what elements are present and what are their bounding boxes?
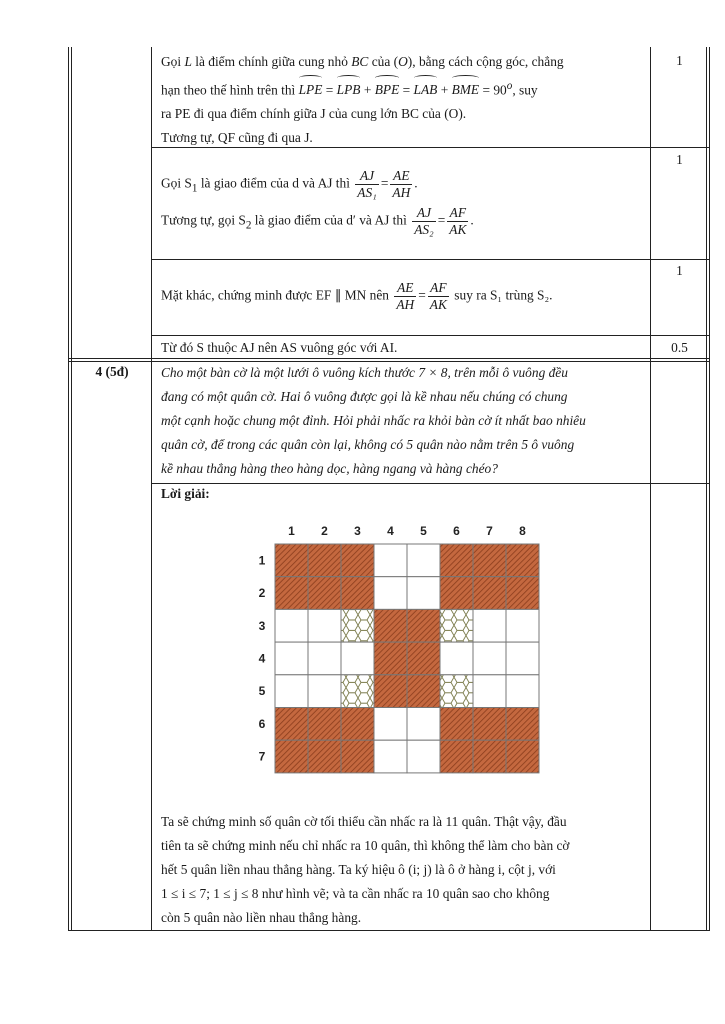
arc-angle: LAB [414, 75, 438, 102]
question-text [161, 361, 645, 481]
fraction-af-ak [447, 205, 468, 238]
numerator: AE [390, 168, 412, 185]
board-cell-5-2 [308, 675, 341, 708]
math-var: L [184, 54, 192, 69]
board-cell-6-4 [374, 708, 407, 741]
board-cell-3-3 [341, 609, 374, 642]
text: Mặt khác, chứng minh được EF ∥ MN nên [161, 287, 390, 303]
solution-text [161, 810, 645, 930]
board-cell-5-3 [341, 675, 374, 708]
board-cell-1-4 [374, 544, 407, 577]
board-row-label: 5 [258, 684, 266, 699]
text: là điểm chính giữa cung nhỏ [191, 54, 352, 69]
row4-line: Từ đó S thuộc AJ nên AS vuông góc với AI. [161, 340, 398, 355]
row4-points: 0.5 [671, 340, 688, 355]
denominator: AS₁ [357, 185, 377, 200]
board-row-label: 1 [258, 553, 266, 568]
solution-title: Lời giải: [161, 486, 210, 501]
board-cell-7-2 [308, 740, 341, 773]
table-divider-col2 [650, 47, 651, 931]
board-cell-7-3 [341, 740, 374, 773]
board-cell-7-8 [506, 740, 539, 773]
text: là giao điểm của d và AJ thì [197, 175, 350, 191]
text: = 90 [479, 82, 507, 98]
board-col-label: 3 [354, 524, 361, 538]
board-cell-5-5 [407, 675, 440, 708]
board-cell-1-7 [473, 544, 506, 577]
board-cell-7-4 [374, 740, 407, 773]
row1-line3: ra PE đi qua điểm chính giữa J của cung lớn BC của (O). [161, 106, 467, 122]
board-cell-3-8 [506, 609, 539, 642]
board-row-label: 4 [258, 651, 266, 666]
board-cell-5-8 [506, 675, 539, 708]
table-border-right-outer [709, 47, 710, 931]
board-col-label: 1 [288, 524, 295, 538]
denominator: AH [396, 297, 415, 312]
board-cell-3-6 [440, 609, 473, 642]
board-cell-2-8 [506, 577, 539, 610]
board-cell-4-2 [308, 642, 341, 675]
board-cell-1-8 [506, 544, 539, 577]
board-row-label: 3 [258, 618, 266, 633]
board-row-label: 2 [258, 586, 266, 601]
board-cell-6-1 [275, 708, 308, 741]
row1-text [161, 50, 645, 150]
table-border-left-inner [71, 47, 72, 931]
row-divider [151, 483, 710, 484]
subscript: 2 [245, 219, 252, 232]
row2-line2: Tương tự, gọi $S_2$ là giao điểm của d′ và AJ thì $\frac{AJ}{\text{AS₂}}$ = $\frac{AF}{AK}$ . [161, 205, 474, 237]
board-cell-7-1 [275, 740, 308, 773]
numerator: AJ [412, 205, 436, 222]
board-cell-1-1 [275, 544, 308, 577]
row2-points: 1 [676, 152, 683, 167]
table-border-bottom [68, 930, 710, 931]
board-cell-3-7 [473, 609, 506, 642]
board-cell-4-4 [374, 642, 407, 675]
board-cell-4-6 [440, 642, 473, 675]
row-divider [151, 259, 710, 260]
numerator: AE [394, 280, 416, 297]
question-line: đang có một quân cờ. Hai ô vuông được gọi là kề nhau nếu chúng có chung [161, 389, 568, 404]
table-border-left-outer [68, 47, 69, 931]
board-cell-7-5 [407, 740, 440, 773]
board-cell-2-5 [407, 577, 440, 610]
denominator: AS₂ [414, 222, 434, 237]
board-cell-2-3 [341, 577, 374, 610]
math-var: BC [351, 54, 369, 69]
question-line: quân cờ, để trong các quân còn lại, không có 5 quân nào nằm trên 5 ô vuông [161, 437, 575, 452]
row1-line1 [161, 50, 645, 74]
row3-line: Mặt khác, chứng minh được EF ∥ MN nên $\frac{AE}{AH}$ = $\frac{AF}{AK}$ suy ra S₁ trùng S₂. [161, 280, 553, 312]
board-cell-5-1 [275, 675, 308, 708]
board-cell-6-5 [407, 708, 440, 741]
board-cell-6-7 [473, 708, 506, 741]
text: ), bằng cách cộng góc, chẳng [407, 54, 564, 69]
denominator: AH [392, 185, 411, 200]
text: Tương tự, gọi S [161, 212, 246, 228]
text: là giao điểm của d′ và AJ thì [251, 212, 407, 228]
board-col-label: 7 [486, 524, 493, 538]
board-col-label: 8 [519, 524, 526, 538]
table-divider-col1 [151, 47, 152, 931]
fraction-af-ak [428, 280, 449, 313]
text: , suy [512, 82, 538, 98]
board-cell-2-4 [374, 577, 407, 610]
board-cell-5-7 [473, 675, 506, 708]
board-cell-5-4 [374, 675, 407, 708]
board-cell-6-8 [506, 708, 539, 741]
arc-angle: LPE [299, 75, 323, 102]
fraction-aj-as2 [412, 205, 436, 238]
board-cell-4-3 [341, 642, 374, 675]
board-cell-2-7 [473, 577, 506, 610]
board-cell-2-1 [275, 577, 308, 610]
board-cell-7-6 [440, 740, 473, 773]
board-row-label: 6 [258, 716, 266, 731]
solution-line: 1 ≤ i ≤ 7; 1 ≤ j ≤ 8 như hình vẽ; và ta cần nhấc ra 10 quân sao cho không [161, 886, 550, 901]
board-cell-6-2 [308, 708, 341, 741]
denominator: AK [449, 222, 467, 237]
row2-line1: Gọi $S_1$ là giao điểm của d và AJ thì $\frac{AJ}{\text{AS₁}}$ = $\frac{AE}{AH}$ . [161, 168, 418, 200]
board-row-label: 7 [258, 749, 266, 764]
denominator: AK [429, 297, 447, 312]
solution-line: Ta sẽ chứng minh số quân cờ tối thiểu cần nhấc ra là 11 quân. Thật vậy, đầu [161, 814, 567, 829]
board-cell-7-7 [473, 740, 506, 773]
row3-points: 1 [676, 263, 683, 278]
degree-mark: o [506, 80, 513, 92]
text: của ( [368, 54, 399, 69]
question-line: kề nhau thẳng hàng theo hàng dọc, hàng ngang và hàng chéo? [161, 461, 498, 476]
board-col-label: 4 [387, 524, 394, 538]
text: suy ra S₁ trùng S₂. [454, 287, 553, 303]
board-cell-2-2 [308, 577, 341, 610]
board-cell-2-6 [440, 577, 473, 610]
numerator: AJ [355, 168, 379, 185]
numerator: AF [428, 280, 449, 297]
question-line: một cạnh hoặc chung một đỉnh. Hỏi phải nhấc ra khỏi bàn cờ ít nhất bao nhiêu [161, 413, 586, 428]
math-var: O [398, 54, 408, 69]
text: Gọi S [161, 175, 192, 191]
fraction-aj-as1 [355, 168, 379, 201]
solution-line: tiên ta sẽ chứng minh nếu chỉ nhấc ra 10 quân, thì không thể làm cho bàn cờ [161, 838, 570, 853]
board-cell-1-2 [308, 544, 341, 577]
question-line: Cho một bàn cờ là một lưới ô vuông kích thước 7 × 8, trên mỗi ô vuông đều [161, 365, 568, 380]
board-col-label: 6 [453, 524, 460, 538]
board-cell-1-3 [341, 544, 374, 577]
board-cell-6-3 [341, 708, 374, 741]
board-cell-5-6 [440, 675, 473, 708]
board-col-label: 5 [420, 524, 427, 538]
row1-line4: Tương tự, QF cũng đi qua J. [161, 130, 313, 146]
board-cell-3-5 [407, 609, 440, 642]
fraction-ae-ah [394, 280, 416, 313]
board-cell-3-2 [308, 609, 341, 642]
board-cell-4-1 [275, 642, 308, 675]
text: hạn theo thế hình trên thì [161, 82, 299, 98]
board-cell-4-7 [473, 642, 506, 675]
arc-angle: BPE [375, 75, 400, 102]
board-cell-3-1 [275, 609, 308, 642]
row1-line2: hạn theo thế hình trên thì LPE = LPB + BPE = LAB + BME = $90^o$, suy [161, 74, 645, 102]
board-cell-1-5 [407, 544, 440, 577]
board-col-label: 2 [321, 524, 328, 538]
subscript: 1 [191, 182, 198, 195]
row4-text [161, 336, 645, 360]
numerator: AF [447, 205, 468, 222]
arc-angle: BME [452, 75, 480, 102]
question-number: 4 (5đ) [95, 364, 129, 379]
board-cell-1-6 [440, 544, 473, 577]
chessboard-figure [250, 516, 550, 778]
row1-points: 1 [676, 53, 683, 68]
board-cell-4-5 [407, 642, 440, 675]
text: Gọi [161, 54, 185, 69]
board-cell-4-8 [506, 642, 539, 675]
board-cell-3-4 [374, 609, 407, 642]
solution-line: còn 5 quân nào liền nhau thẳng hàng. [161, 910, 362, 925]
board-cell-6-6 [440, 708, 473, 741]
arc-angle: LPB [337, 75, 361, 102]
solution-line: hết 5 quân liền nhau thẳng hàng. Ta ký hiệu ô (i; j) là ô ở hàng i, cột j, với [161, 862, 556, 877]
table-border-right-inner [706, 47, 707, 931]
fraction-ae-ah [390, 168, 412, 201]
